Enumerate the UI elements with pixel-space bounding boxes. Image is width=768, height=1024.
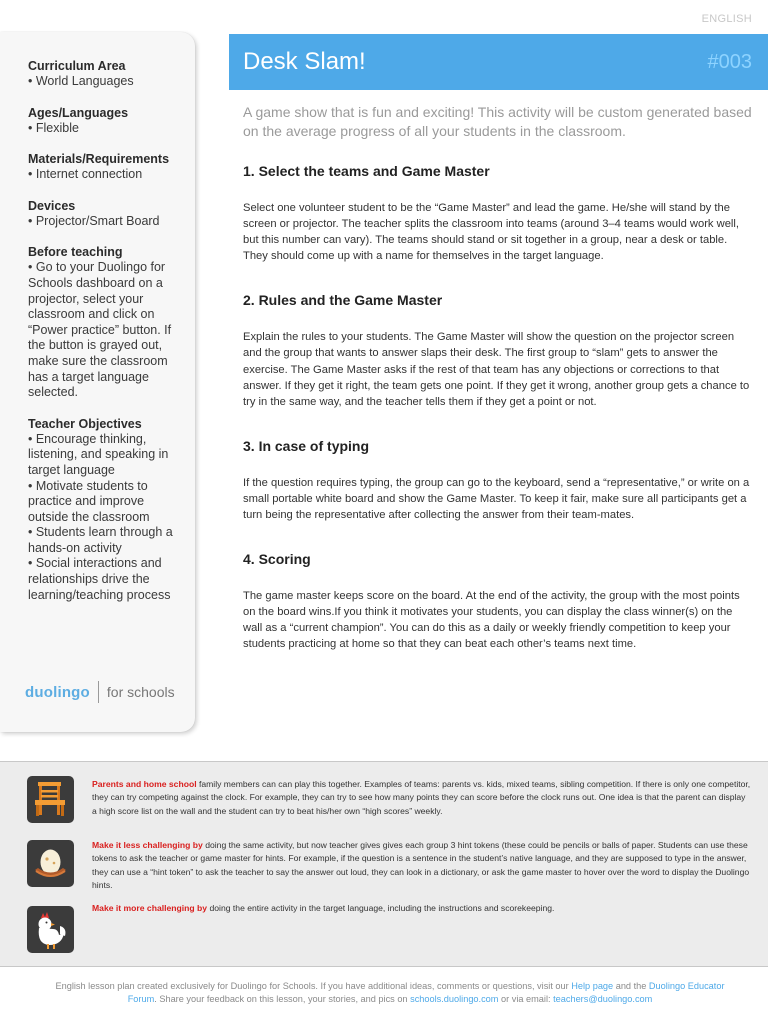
sidebar-heading: Curriculum Area: [28, 59, 126, 73]
sidebar-section-materials: [28, 151, 181, 183]
sidebar-section-before-teaching: [28, 244, 181, 400]
sidebar-item: • Encourage thinking, listening, and speaking in target language: [28, 431, 169, 477]
sidebar-item: • Go to your Duolingo for Schools dashboard on a projector, select your classroom and click on “Power practice” button. If the button is grayed out, make sure the classroom has a target language selected.: [28, 260, 172, 400]
sidebar-section-curriculum: [28, 58, 181, 90]
language-label: ENGLISH: [701, 13, 752, 25]
step-body: If the question requires typing, the group can go to the keyboard, send a “representative,” or write on a small portable white board and show the Game Master. To keep it fair, make sure all participants get a turn being the representative after collecting the answer from their team-mates.: [243, 476, 750, 522]
step-body: Explain the rules to your students. The Game Master will show the question on the projector screen and the group that wants to answer slaps their desk. The first group to “slam” gets to answer the exercise. The Game Master asks if the rest of that team has any objections or corrections to that answer. If they get it right, the team gets one point. If they get it wrong, another group gets a chance to try in the same way, and the teacher tells them if they get a point or not.: [243, 331, 750, 408]
sidebar-heading: Teacher Objectives: [28, 416, 142, 431]
tip-lead: Make it more challenging by: [92, 903, 208, 913]
sidebar-item: • Motivate students to practice and improve outside the classroom: [28, 478, 150, 524]
sidebar-item: • Flexible: [28, 120, 79, 135]
egg-in-nest-icon: [27, 840, 74, 887]
tip-lead: Parents and home school: [92, 779, 197, 789]
sidebar-item: • World Languages: [28, 74, 134, 88]
step-body: Select one volunteer student to be the “Game Master” and lead the game. He/she will stand by the screen or projector. The teacher splits the classroom into teams (around 3–4 teams would work well, but this number can vary). The teams should stand or sit together in a group, near a desk or table. They should come up with a name for themselves in the target language.: [243, 202, 740, 263]
educator-forum-link[interactable]: Duolingo Educator Forum: [127, 981, 725, 1005]
brand-tagline: for schools: [106, 684, 175, 700]
step-body: The game master keeps score on the board. At the end of the activity, the group with the most points on the board wins.If you think it motivates your students, you can display the class winner(s) on the wall as a “current champion”. You can do this as a daily or weekly friendly competition to keep your students practicing at home so that they can beat each other’s teams next time.: [243, 590, 740, 651]
tip-text: [92, 778, 752, 818]
tips-panel: [0, 761, 768, 967]
tip-body: family members can can play this together. Examples of teams: parents vs. kids, mixed teams, sibling competition. If there is only one competitor, they can try competing against the clock. For example, they can try to see how many points they can score before the clock runs out. One idea is that the parent can display a high score list on the wall and the student can try to beat his/her own “high scores” weekly.: [92, 779, 751, 816]
step-heading: 3. In case of typing: [243, 437, 370, 454]
sidebar-item: • Projector/Smart Board: [28, 213, 160, 228]
step-heading: 4. Scoring: [243, 551, 311, 568]
step-heading: 1. Select the teams and Game Master: [243, 163, 490, 179]
tip-lead: Make it less challenging by: [92, 840, 203, 850]
lesson-number: #003: [707, 50, 752, 73]
email-link[interactable]: teachers@duolingo.com: [553, 994, 653, 1005]
chicken-icon: [27, 906, 74, 953]
lesson-intro: A game show that is fun and exciting! This activity will be custom generated based on the average progress of all your students in the classroom.: [243, 104, 752, 139]
help-page-link[interactable]: Help page: [571, 981, 614, 991]
sidebar-item: • Students learn through a hands-on activity: [28, 525, 173, 555]
tip-body: doing the same activity, but now teacher gives gives each group 3 hint tokens (these could be pencils or balls of paper. Students can use these tokens to ask the teacher or game master for hints. For example, if the question is a sentence in the student’s native language, and they are supposed to type in the answer, they can use a “hint token” to ask the teacher to say the answer out loud, they can look in a dictionary, or ask the game master to hover over the word to display the Duolingo hints.: [92, 840, 750, 891]
lesson-content: [243, 103, 753, 681]
sidebar-heading: Ages/Languages: [28, 105, 129, 120]
footer-text: and the: [613, 981, 649, 991]
footer: [40, 980, 740, 1007]
footer-text: . Share your feedback on this lesson, your stories, and pics on: [154, 994, 411, 1005]
chair-icon: [27, 776, 74, 823]
tip-text: [92, 839, 752, 893]
sidebar-section-objectives: [28, 416, 181, 604]
sidebar-item: • Social interactions and relationships drive the learning/teaching process: [28, 556, 171, 602]
duolingo-logo: duolingo: [25, 683, 90, 701]
tip-text: [92, 902, 752, 915]
sidebar-section-ages: [28, 105, 181, 137]
sidebar-heading: Devices: [28, 198, 76, 213]
title-bar: [229, 34, 768, 90]
sidebar: [0, 32, 195, 732]
sidebar-heading: Before teaching: [28, 245, 123, 260]
sidebar-heading: Materials/Requirements: [28, 152, 170, 167]
schools-site-link[interactable]: schools.duolingo.com: [410, 994, 499, 1005]
lesson-title: Desk Slam!: [243, 48, 366, 75]
footer-text: or via email:: [498, 994, 554, 1005]
footer-text: English lesson plan created exclusively for Duolingo for Schools. If you have additional ideas, comments or questions, visit our: [55, 981, 572, 991]
brand-logo: [25, 680, 175, 704]
brand-divider: [98, 681, 99, 703]
sidebar-section-devices: [28, 198, 181, 230]
tip-body: doing the entire activity in the target language, including the instructions and scorekeeping.: [207, 903, 555, 913]
step-heading: 2. Rules and the Game Master: [243, 292, 443, 309]
sidebar-item: • Internet connection: [28, 167, 143, 182]
